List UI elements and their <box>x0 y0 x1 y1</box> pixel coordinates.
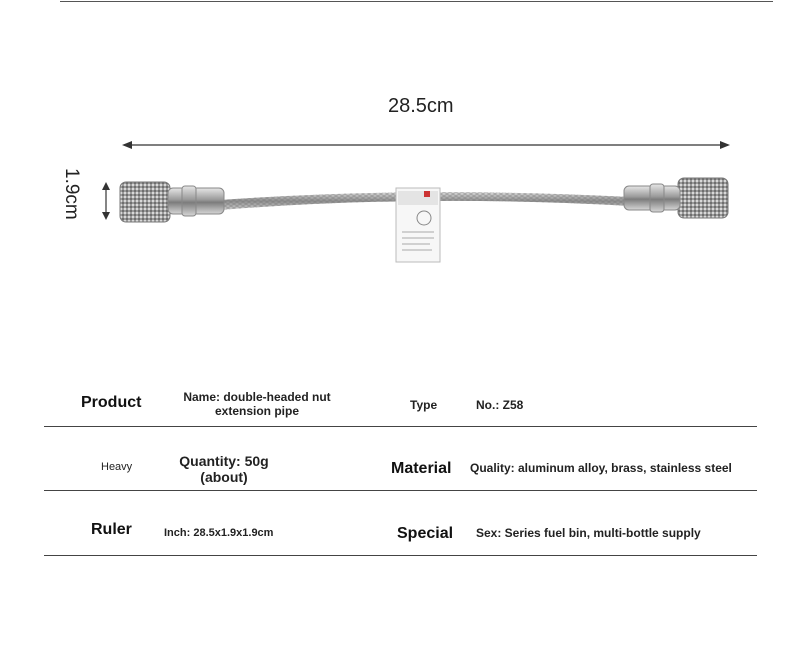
special-value: Sex: Series fuel bin, multi-bottle supply <box>476 526 701 540</box>
size-value: Inch: 28.5x1.9x1.9cm <box>164 527 274 539</box>
material-label: Material <box>391 460 452 477</box>
height-dimension-label: 1.9cm <box>61 168 82 220</box>
spec-row-weight <box>44 427 757 491</box>
product-name-line2: extension pipe <box>214 404 300 418</box>
type-label: Type <box>410 398 438 412</box>
width-dimension-label: 28.5cm <box>388 95 454 117</box>
product-illustration <box>0 0 800 300</box>
quantity-line1: Quantity: 50g <box>179 453 269 469</box>
spec-row-product <box>44 380 757 427</box>
heavy-label: Heavy <box>101 461 133 473</box>
ruler-label: Ruler <box>91 521 132 538</box>
width-arrow <box>122 141 730 149</box>
spec-table <box>44 380 757 556</box>
height-arrow <box>102 182 110 220</box>
right-nut <box>624 178 728 218</box>
product-tag <box>396 188 440 262</box>
material-value: Quality: aluminum alloy, brass, stainless steel <box>470 461 732 475</box>
left-nut <box>120 182 224 222</box>
spec-row-size <box>44 491 757 556</box>
product-name-line1: Name: double-headed nut <box>183 390 331 404</box>
type-value: No.: Z58 <box>476 398 524 412</box>
special-label: Special <box>397 525 454 542</box>
product-label: Product <box>81 394 142 411</box>
quantity-line2: (about) <box>200 469 248 485</box>
